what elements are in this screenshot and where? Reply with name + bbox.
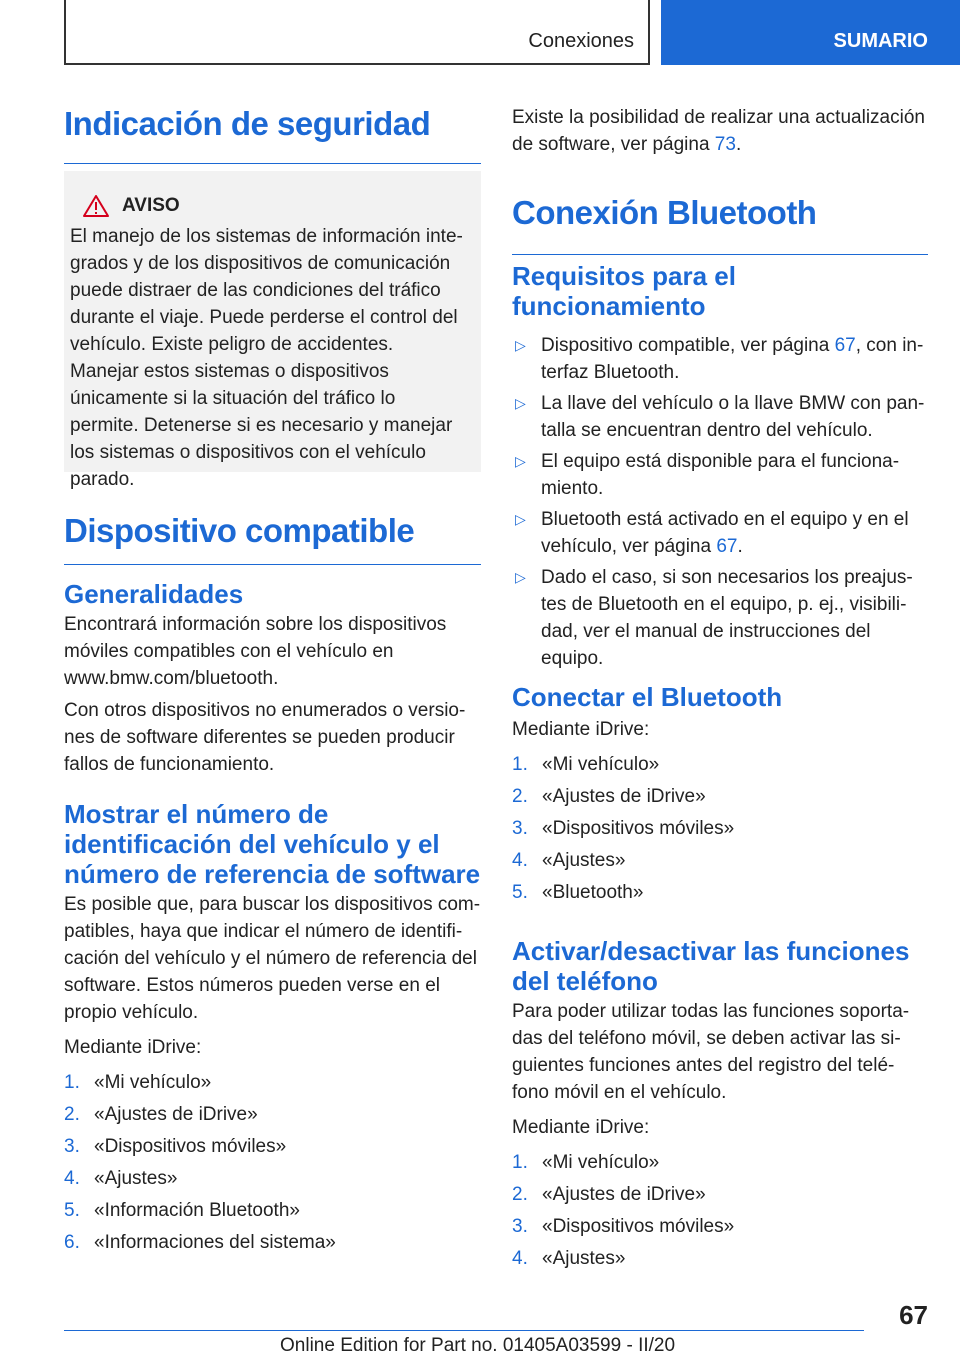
list-item: 1. «Mi vehículo» bbox=[512, 754, 660, 775]
connect-section bbox=[512, 682, 928, 909]
list-item: 5. «Información Bluetooth» bbox=[64, 1200, 300, 1221]
connect-steps-list bbox=[512, 749, 928, 909]
activate-steps-list bbox=[512, 1147, 928, 1275]
list-item: ▷ El equipo está disponible para el funciona-miento. bbox=[512, 448, 928, 502]
bluetooth-heading: Conexión Bluetooth bbox=[512, 194, 817, 231]
list-item: 4. «Ajustes» bbox=[512, 1248, 626, 1269]
list-item: 3. «Dispositivos móviles» bbox=[512, 818, 735, 839]
toc-button[interactable]: SUMARIO bbox=[661, 0, 960, 65]
heading-rule bbox=[512, 254, 928, 255]
bluetooth-heading-block bbox=[512, 193, 928, 255]
activate-heading: Activar/desactivar las funciones del teléfono bbox=[512, 936, 910, 996]
warning-box bbox=[64, 171, 481, 490]
general-paragraph-1: Encontrará información sobre los dispositivos móviles compatibles con el vehículo en www.bmw.com/bluetooth. bbox=[64, 614, 447, 689]
warning-title: AVISO bbox=[122, 195, 180, 216]
warning-triangle-icon bbox=[76, 193, 116, 219]
list-item: 2. «Ajustes de iDrive» bbox=[512, 786, 706, 807]
page-link-67[interactable]: 67 bbox=[716, 536, 738, 557]
list-item: 6. «Informaciones del sistema» bbox=[64, 1232, 336, 1253]
requirements-section bbox=[512, 261, 928, 676]
list-item: 3. «Dispositivos móviles» bbox=[512, 1216, 735, 1237]
page-link-67[interactable]: 67 bbox=[834, 335, 856, 356]
list-item: ▷ Dispositivo compatible, ver página 67, con in-terfaz Bluetooth. bbox=[512, 332, 928, 386]
header-section-title: Conexiones bbox=[528, 30, 634, 52]
triangle-bullet-icon: ▷ bbox=[515, 337, 526, 353]
update-paragraph: Existe la posibilidad de realizar una actualización de software, ver página 73. bbox=[512, 107, 925, 155]
list-item: ▷ Bluetooth está activado en el equipo y en el vehículo, ver página 67. bbox=[512, 506, 928, 560]
list-item: 4. «Ajustes» bbox=[512, 850, 626, 871]
footer-edition-text: Online Edition for Part no. 01405A03599 - II/20 bbox=[280, 1335, 676, 1356]
list-item: 2. «Ajustes de iDrive» bbox=[64, 1104, 258, 1125]
via-idrive-label: Mediante iDrive: bbox=[512, 1117, 650, 1138]
general-heading: Generalidades bbox=[64, 579, 244, 609]
list-item: ▷ Dado el caso, si son necesarios los preajus-tes de Bluetooth en el equipo, p. ej., visibili-dad, ver el manual de instrucciones del equipo. bbox=[512, 564, 928, 672]
triangle-bullet-icon: ▷ bbox=[515, 395, 526, 411]
page-number: 67 bbox=[899, 1300, 928, 1330]
list-item: 3. «Dispositivos móviles» bbox=[64, 1136, 287, 1157]
connect-heading: Conectar el Bluetooth bbox=[512, 682, 783, 712]
left-steps-list bbox=[64, 1067, 481, 1259]
requirements-heading: Requisitos para el funcionamiento bbox=[512, 261, 736, 321]
heading-rule bbox=[64, 564, 481, 565]
page-link-73[interactable]: 73 bbox=[714, 134, 736, 155]
list-item: 1. «Mi vehículo» bbox=[64, 1072, 212, 1093]
triangle-bullet-icon: ▷ bbox=[515, 569, 526, 585]
safety-heading-block bbox=[64, 104, 481, 164]
list-item: 5. «Bluetooth» bbox=[512, 882, 644, 903]
show-number-heading: Mostrar el número de identificación del vehículo y el número de referencia de software bbox=[64, 799, 481, 889]
compatible-heading: Dispositivo compatible bbox=[64, 512, 415, 549]
list-item: 1. «Mi vehículo» bbox=[512, 1152, 660, 1173]
list-item: 4. «Ajustes» bbox=[64, 1168, 178, 1189]
update-paragraph-block bbox=[512, 104, 928, 158]
compatible-heading-block bbox=[64, 511, 481, 565]
general-section bbox=[64, 579, 481, 778]
heading-rule bbox=[64, 163, 481, 164]
via-idrive-label: Mediante iDrive: bbox=[512, 719, 650, 740]
general-paragraph-2: Con otros dispositivos no enumerados o versio-nes de software diferentes se pueden producir fallos de funcionamiento. bbox=[64, 700, 466, 775]
show-number-section bbox=[64, 799, 481, 1259]
activate-section bbox=[512, 936, 928, 1275]
header-section-box bbox=[64, 0, 650, 65]
list-item: ▷ La llave del vehículo o la llave BMW con pan-talla se encuentran dentro del vehículo. bbox=[512, 390, 928, 444]
footer-rule bbox=[64, 1330, 864, 1331]
list-item: 2. «Ajustes de iDrive» bbox=[512, 1184, 706, 1205]
requirements-list bbox=[512, 332, 928, 672]
via-idrive-label: Mediante iDrive: bbox=[64, 1037, 202, 1058]
safety-heading: Indicación de seguridad bbox=[64, 105, 431, 142]
activate-paragraph: Para poder utilizar todas las funciones soporta-das del teléfono móvil, se deben activar las si-guientes funciones antes del registro del telé-fono móvil en el vehículo. bbox=[512, 1001, 910, 1103]
triangle-bullet-icon: ▷ bbox=[515, 453, 526, 469]
triangle-bullet-icon: ▷ bbox=[515, 511, 526, 527]
show-number-paragraph: Es posible que, para buscar los dispositivos com-patibles, haya que indicar el número de identifi-cación del vehículo y el número de referencia del software. Estos números pueden verse en el propio vehículo. bbox=[64, 894, 481, 1023]
warning-text: El manejo de los sistemas de información inte-grados y de los dispositivos de comunicación puede distraer de las condiciones del tráfico durante el viaje. Puede perderse el control del vehículo. Existe peligro de accidentes. Manejar estos sistemas o dispositivos únicamente si la situación del tráfico lo permite. Detenerse si es necesario y manejar los sistemas o dispositivos con el vehículo parado. bbox=[70, 226, 463, 490]
